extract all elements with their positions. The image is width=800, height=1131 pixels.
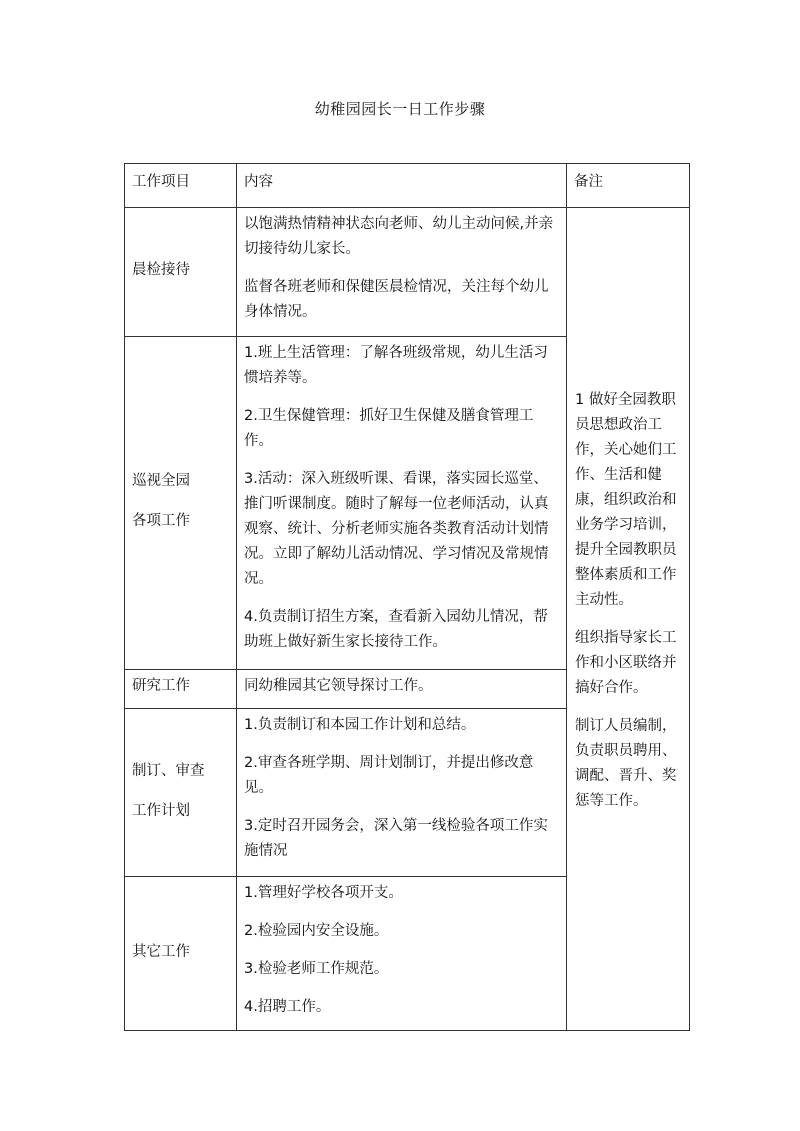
content-paragraph: 2.审查各班学期、周计划制订，并提出修改意见。 [244,755,534,796]
content-paragraph: 3.检验老师工作规范。 [244,961,389,977]
content-paragraph: 2.卫生保健管理：抓好卫生保健及膳食管理工作。 [244,408,534,449]
item-cell [125,709,237,877]
item-cell: 晨检接待 [125,208,237,337]
item-label-line: 各项工作 [132,513,190,529]
content-cell [237,709,567,877]
header-cell-notes: 备注 [567,164,690,208]
header-cell-item: 工作项目 [125,164,237,208]
table-row [125,208,690,337]
content-paragraph: 4.招聘工作。 [244,999,331,1015]
content-paragraph: 监督各班老师和保健医晨检情况，关注每个幼儿身体情况。 [244,279,549,320]
content-paragraph: 1.负责制订和本园工作计划和总结。 [244,717,476,733]
content-cell [237,208,567,337]
item-cell: 其它工作 [125,877,237,1031]
content-paragraph: 1.管理好学校各项开支。 [244,885,403,901]
work-schedule-table [124,163,690,1031]
item-label-line: 工作计划 [132,802,190,819]
content-paragraph: 1.班上生活管理：了解各班级常规，幼儿生活习惯培养等。 [244,345,548,386]
content-cell [237,337,567,670]
content-paragraph: 2.检验园内安全设施。 [244,923,389,939]
item-cell: 研究工作 [125,670,237,709]
content-paragraph: 4.负责制订招生方案，查看新入园幼儿情况，帮助班上做好新生家长接待工作。 [244,609,548,650]
note-paragraph: 组织指导家长工作和小区联络并搞好合作。 [575,630,677,696]
table-header-row [125,164,690,208]
content-paragraph: 以饱满热情精神状态向老师、幼儿主动问候,并亲切接待幼儿家长。 [244,216,554,257]
header-cell-content: 内容 [237,164,567,208]
content-paragraph: 3.定时召开园务会，深入第一线检验各项工作实施情况 [244,818,548,859]
note-paragraph: 1 做好全园教职员思想政治工作，关心她们工作、生活和健康，组织政治和业务学习培训，提升全园教职员整体素质和工作主动性。 [575,392,677,608]
content-paragraph: 同幼稚园其它领导探讨工作。 [244,678,433,694]
note-paragraph: 制订人员编制，负责职员聘用、调配、晋升、奖惩等工作。 [575,718,677,809]
item-cell [125,337,237,670]
notes-cell [567,208,690,1031]
content-paragraph: 3.活动：深入班级听课、看课，落实园长巡堂、推门听课制度。随时了解每一位老师活动，认真观察、统计、分析老师实施各类教育活动计划情况。立即了解幼儿活动情况、学习情况及常规情况。 [244,471,549,587]
content-cell [237,670,567,709]
item-label-line: 巡视全园 [132,473,190,489]
document-title: 幼稚园园长一日工作步骤 [314,100,486,118]
item-label-line: 制订、审查 [132,762,205,779]
content-cell [237,877,567,1031]
